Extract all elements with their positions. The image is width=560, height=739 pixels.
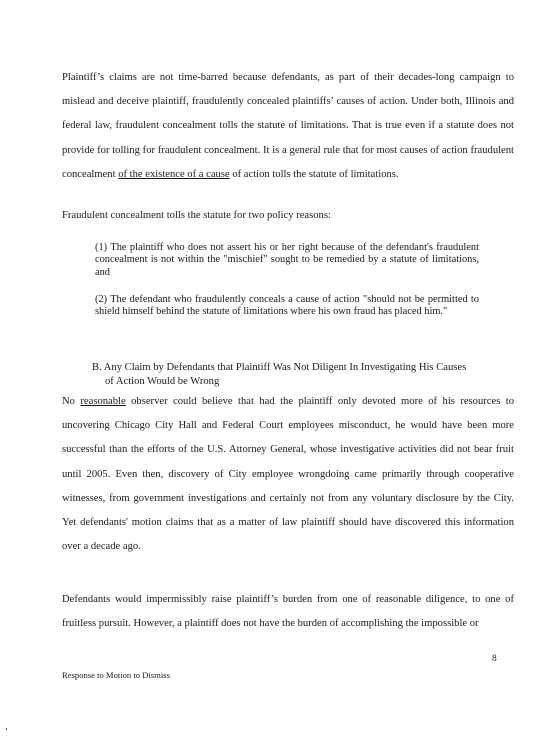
underlined-phrase: of the existence of a cause [118, 168, 230, 180]
paragraph-policy-reasons: Fraudulent concealment tolls the statute for two policy reasons: [62, 210, 331, 221]
paragraph-fraudulent-concealment [62, 66, 514, 187]
underlined-word: reasonable [80, 396, 126, 407]
section-heading-b [92, 361, 512, 389]
paragraph-reasonable-observer [62, 390, 514, 559]
footer-document-title: Response to Motion to Dismiss [62, 670, 170, 680]
scan-speck [6, 728, 7, 730]
paragraph-text-end: of action tolls the statute of limitations. [229, 168, 399, 180]
block-quote-reason-one: (1) The plaintiff who does not assert his or her right because of the defendant's fraudulent concealment is not within the "mischief" sought to be remedied by a statute of limitations, and [95, 242, 479, 278]
paragraph-text-start: No [62, 396, 81, 407]
paragraph-burden: Defendants would impermissibly raise plaintiff’s burden from one of reasonable diligence, to one of fruitless pursuit. However, a plaintiff does not have the burden of accomplishing the impossible or [62, 594, 514, 630]
heading-line-2: of Action Would be Wrong [105, 376, 220, 387]
heading-line-1: B. Any Claim by Defendants that Plaintiff Was Not Diligent In Investigating His Causes [92, 362, 467, 373]
paragraph-text-rest: observer could believe that had the plaintiff only devoted more of his resources to uncovering Chicago City Hall and Federal Court employees misconduct, he would have been more successful than the efforts of the U.S. Attorney General, whose investigative activities did not bear fruit until 2005. Even then, discovery of City employee wrongdoing came primarily through cooperative witnesses, from government investigations and certainly not from any voluntary disclosure by the City. Yet defendants' motion claims that as a matter of law plaintiff should have discovered this information over a decade ago. [62, 396, 514, 553]
paragraph-text: Plaintiff’s claims are not time-barred because defendants, as part of their decades-long campaign to mislead and deceive plaintiff, fraudulently concealed plaintiffs’ causes of action. Under both, Illinois and federal law, fraudulent concealment tolls the statute of limitations. That is true even if a statute does not provide for tolling for fraudulent concealment. It is a general rule that for most causes of action fraudulent concealment [62, 72, 514, 180]
page-number: 8 [492, 654, 497, 664]
block-quote-reason-two: (2) The defendant who fraudulently conceals a cause of action "should not be permitted to shield himself behind the statute of limitations where his own fraud has placed him." [95, 294, 479, 318]
